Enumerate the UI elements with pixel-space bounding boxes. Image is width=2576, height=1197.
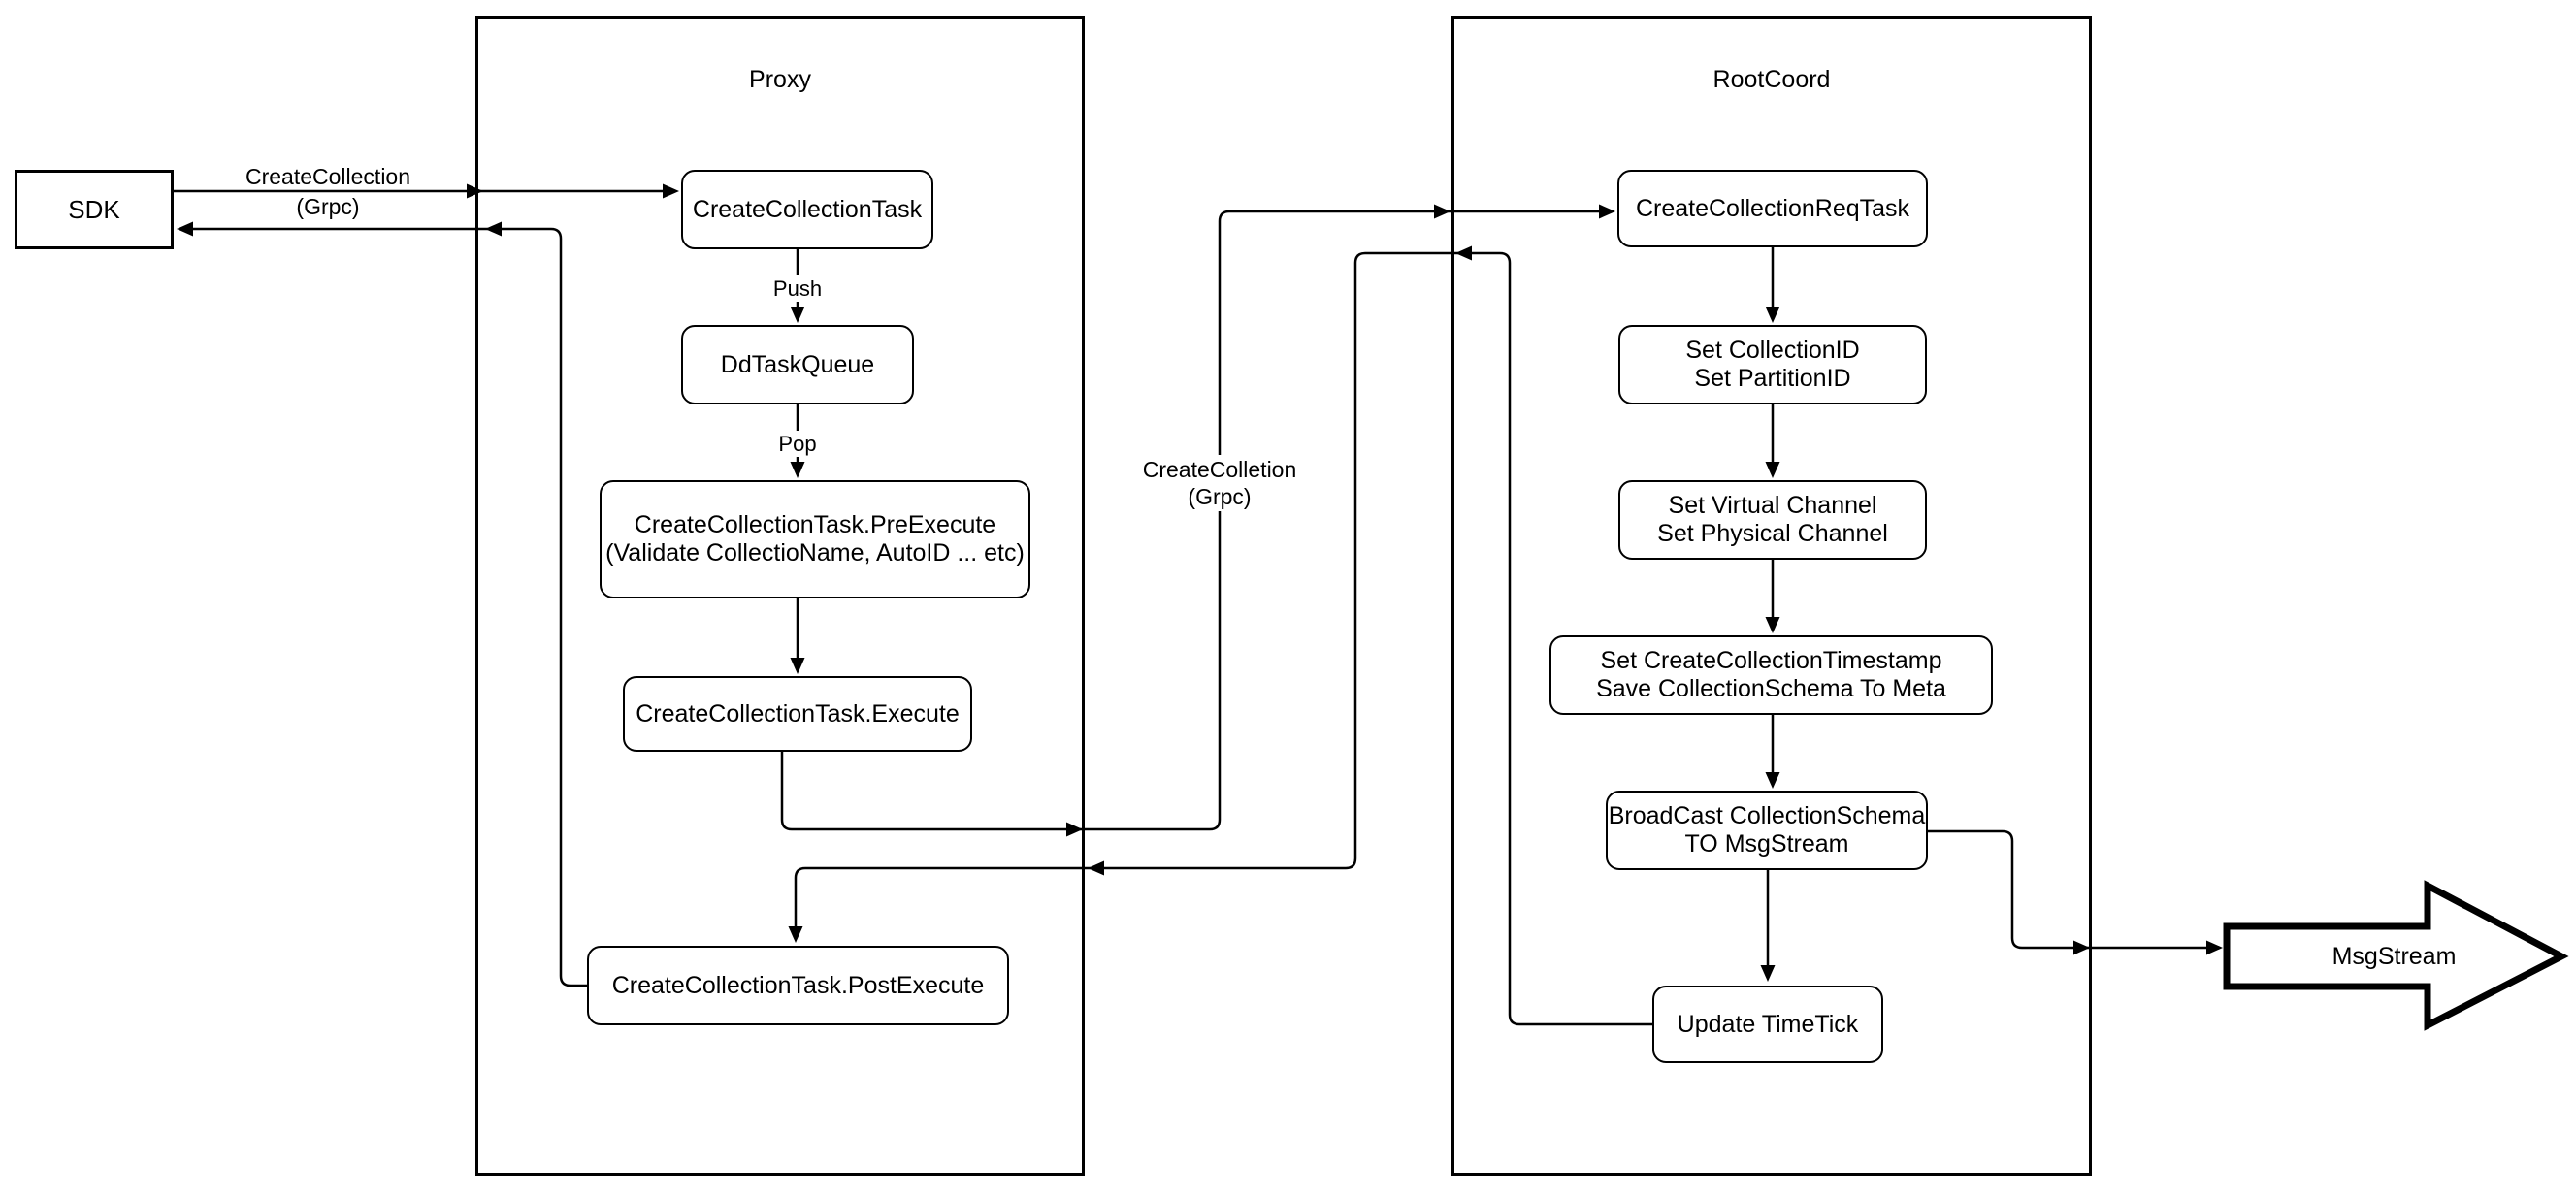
edge-label-grpc-request-line1: CreateCollection [231, 165, 425, 188]
node-label-line1: Set Virtual Channel [1668, 492, 1877, 519]
node-sdk-label: SDK [68, 194, 120, 224]
edge-label-push: Push [759, 275, 836, 302]
node-set-timestamp [1549, 635, 1993, 715]
arrowhead-right-icon [2206, 941, 2223, 955]
node-label-line2: (Validate CollectioName, AutoID ... etc) [605, 539, 1025, 566]
node-label: CreateCollectionTask.Execute [636, 699, 960, 728]
node-dd-task-queue [681, 325, 914, 404]
node-label: Update TimeTick [1677, 1010, 1859, 1038]
edge-label-line2: (Grpc) [1188, 484, 1252, 509]
node-label-line2: Set PartitionID [1694, 365, 1851, 392]
node-create-collection-task [681, 170, 933, 249]
node-label-line2: TO MsgStream [1684, 830, 1849, 857]
node-label-line1: CreateCollectionTask.PreExecute [634, 511, 996, 538]
node-post-execute [587, 946, 1009, 1025]
edge-label-line1: CreateColletion [1142, 457, 1297, 482]
node-broadcast [1606, 791, 1928, 870]
node-label-line1: BroadCast CollectionSchema [1608, 802, 1926, 829]
node-execute [623, 676, 972, 752]
rootcoord-title: RootCoord [1712, 66, 1831, 93]
node-label-line1: Set CreateCollectionTimestamp [1600, 647, 1942, 674]
node-update-timetick [1652, 986, 1883, 1063]
node-set-channels [1618, 480, 1927, 560]
edge-label-grpc-internal [1123, 455, 1317, 511]
arrowhead-right-icon [1434, 205, 1451, 219]
edge-label-grpc-request-line2: (Grpc) [255, 195, 401, 218]
node-create-collection-req-task [1617, 170, 1928, 247]
msgstream-label: MsgStream [2331, 942, 2457, 970]
node-set-ids [1618, 325, 1927, 404]
node-sdk [15, 170, 174, 249]
node-pre-execute [600, 480, 1030, 598]
node-label-line1: Set CollectionID [1685, 337, 1860, 364]
arrowhead-left-icon [177, 222, 193, 237]
node-label-line2: Set Physical Channel [1657, 520, 1888, 547]
node-label: DdTaskQueue [720, 350, 875, 378]
node-label: CreateCollectionReqTask [1635, 194, 1910, 222]
arrowhead-left-icon [1088, 861, 1104, 876]
node-label-line2: Save CollectionSchema To Meta [1596, 675, 1946, 702]
edge-label-pop: Pop [764, 431, 831, 457]
node-label: CreateCollectionTask.PostExecute [611, 971, 985, 999]
node-label: CreateCollectionTask [692, 195, 923, 223]
proxy-title: Proxy [749, 66, 811, 93]
